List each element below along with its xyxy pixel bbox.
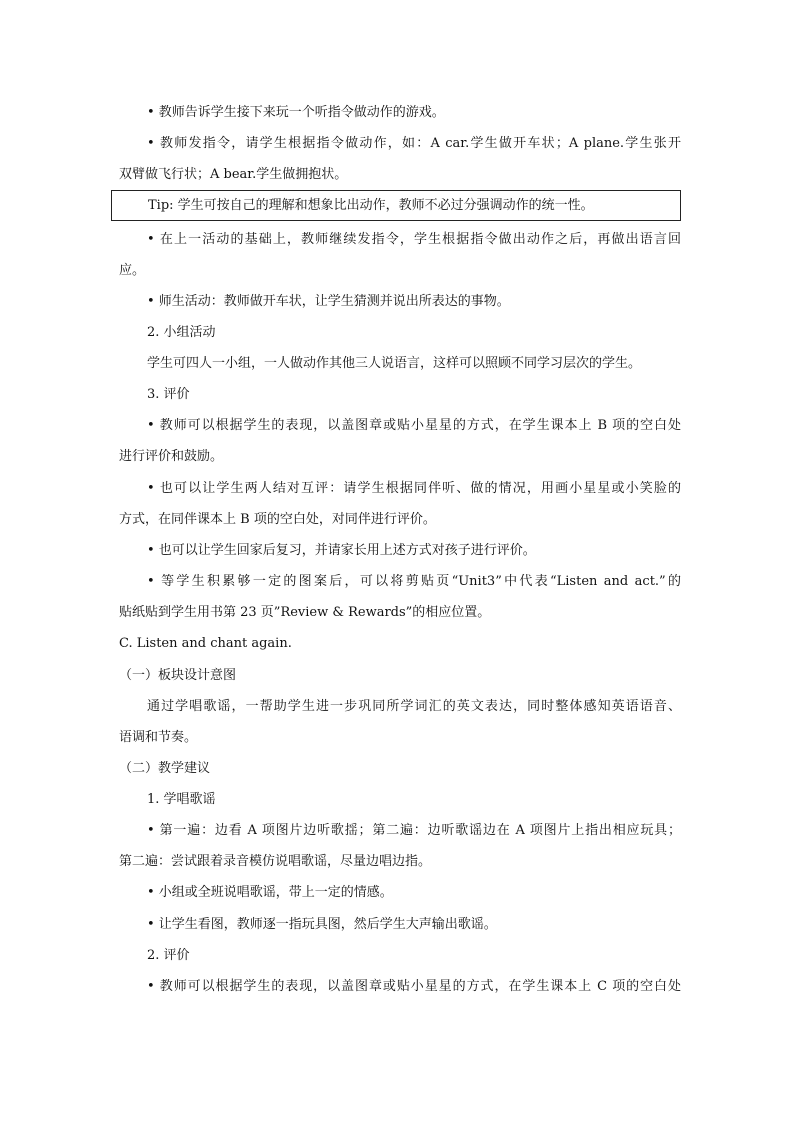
section-heading: （二）教学建议 <box>119 761 211 776</box>
text-line: 应。 <box>119 263 146 278</box>
text-line: 方式，在同伴课本上 B 项的空白处，对同伴进行评价。 <box>119 512 436 527</box>
text-line: 进行评价和鼓励。 <box>119 449 224 464</box>
section-heading: 2. 小组活动 <box>147 325 216 340</box>
text-line: • 也可以让学生两人结对互评：请学生根据同伴听、做的情况，用画小星星或小笑脸的 <box>147 481 681 496</box>
section-heading: 1. 学唱歌谣 <box>147 792 216 807</box>
text-line: • 教师可以根据学生的表现，以盖图章或贴小星星的方式，在学生课本上 B 项的空白处 <box>147 418 681 433</box>
tip-box <box>111 190 681 221</box>
text-line: • 教师发指令，请学生根据指令做动作，如：A car.学生做开车状；A plane.学生张开 <box>147 136 681 151</box>
section-heading: （一）板块设计意图 <box>119 668 237 683</box>
text-line: 双臂做飞行状；A bear.学生做拥抱状。 <box>119 167 348 182</box>
text-line: 第二遍：尝试跟着录音模仿说唱歌谣，尽量边唱边指。 <box>119 854 432 869</box>
text-line: 贴纸贴到学生用书第 23 页”Review & Rewards”的相应位置。 <box>119 605 491 620</box>
text-line: • 教师告诉学生接下来玩一个听指令做动作的游戏。 <box>147 105 445 120</box>
text-line: 学生可四人一小组，一人做动作其他三人说语言，这样可以照顾不同学习层次的学生。 <box>147 356 642 371</box>
text-line: • 教师可以根据学生的表现，以盖图章或贴小星星的方式，在学生课本上 C 项的空白处 <box>147 979 681 994</box>
text-line: • 也可以让学生回家后复习，并请家长用上述方式对孩子进行评价。 <box>147 543 536 558</box>
text-line: • 在上一活动的基础上，教师继续发指令，学生根据指令做出动作之后，再做出语言回 <box>147 232 681 247</box>
text-line: • 等学生积累够一定的图案后，可以将剪贴页“Unit3”中代表“Listen and act.”的 <box>147 574 681 589</box>
text-line: 通过学唱歌谣，一帮助学生进一步巩同所学词汇的英文表达，同时整体感知英语语音、 <box>147 699 681 714</box>
section-heading: 2. 评价 <box>147 948 190 963</box>
text-line: • 第一遍：边看 A 项图片边听歌揺；第二遍：边听歌谣边在 A 项图片上指出相应玩具； <box>147 823 681 838</box>
text-line: • 小组或全班说唱歌谣，带上一定的情感。 <box>147 885 393 900</box>
text-line: 语调和节奏。 <box>119 730 198 745</box>
tip-text: Tip: 学生可按自己的理解和想象比出动作，教师不必过分强调动作的统一性。 <box>148 198 594 213</box>
section-heading: C. Listen and chant again. <box>119 636 292 651</box>
text-line: • 让学生看图，教师逐一指玩具图，然后学生大声输出歌谣。 <box>147 917 497 932</box>
text-line: • 师生活动：教师做开车状，让学生猜测并说出所表达的事物。 <box>147 294 510 309</box>
section-heading: 3. 评价 <box>147 387 190 402</box>
